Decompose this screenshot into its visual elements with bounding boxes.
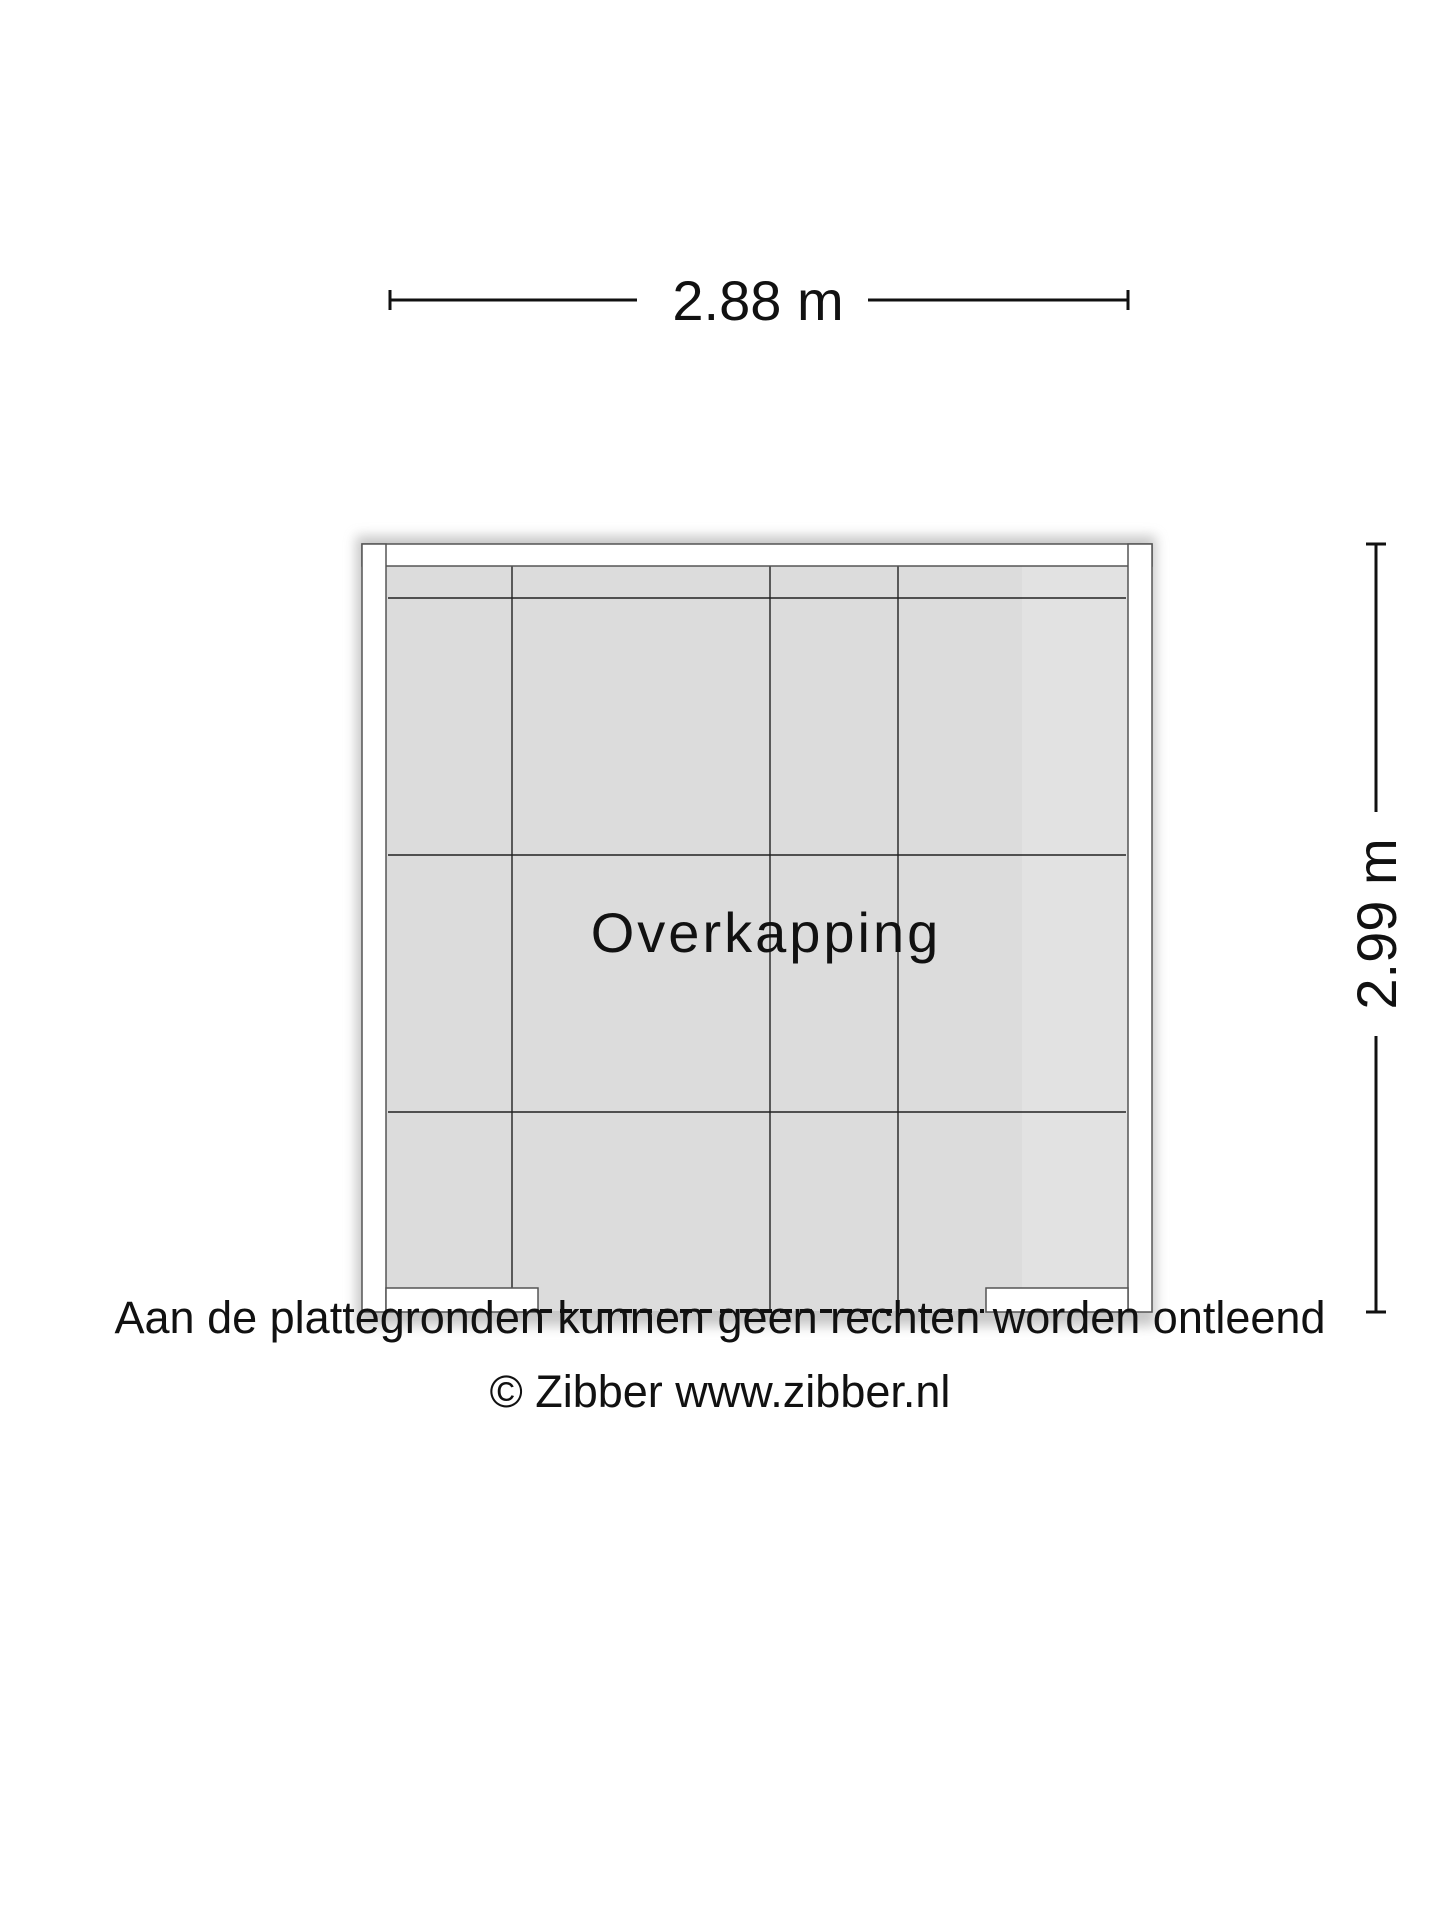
- top-wall: [362, 544, 1152, 566]
- left-wall: [362, 544, 386, 1312]
- right-wall: [1128, 544, 1152, 1312]
- width-dimension-label: 2.88 m: [672, 269, 844, 332]
- disclaimer-text: Aan de plattegronden kunnen geen rechten worden ontleend: [114, 1292, 1326, 1343]
- room-label: Overkapping: [590, 901, 942, 964]
- height-dimension-label: 2.99 m: [1345, 838, 1408, 1010]
- copyright-text: © Zibber www.zibber.nl: [489, 1366, 951, 1417]
